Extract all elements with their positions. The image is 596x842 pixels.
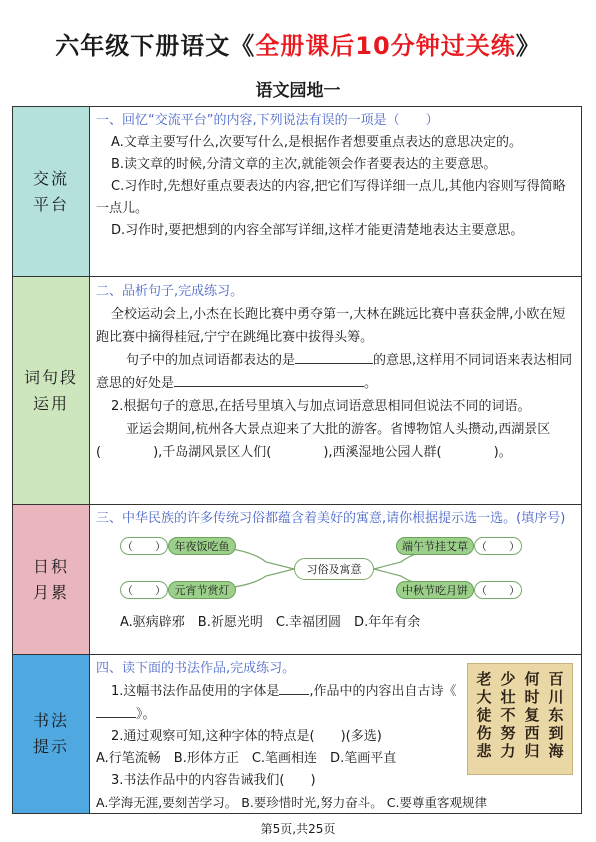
calligraphy-image xyxy=(467,663,573,775)
question-1: 句子中的加点词语都表达的是 的意思,这样用不同词语来表达相同意思的好处是 。 xyxy=(96,349,575,395)
question-2-options: A.行笔流畅 B.形体方正 C.笔画相连 D.笔画平直 xyxy=(96,751,397,766)
calligraphy-column: 少壮不努力 xyxy=(500,670,516,760)
option-d: D.习作时,要把想到的内容全部写详细,这样才能更清楚地表达主要意思。 xyxy=(111,223,524,238)
section-label: 日积 月累 xyxy=(13,505,90,654)
passage: 全校运动会上,小杰在长跑比赛中勇夺第一,大林在跳远比赛中喜获金牌,小欧在短跑比赛中摘得桂冠,宁宁在跳绳比赛中拔得头筹。 xyxy=(96,307,566,345)
question-heading: 四、读下面的书法作品,完成练习。 xyxy=(96,661,296,676)
mind-map-center: 习俗及寓意 xyxy=(294,558,374,580)
section-content xyxy=(90,505,581,654)
section-content xyxy=(90,277,581,504)
section-label: 书法 提示 xyxy=(13,655,90,813)
section-content xyxy=(90,107,581,276)
answer-blank[interactable] xyxy=(295,349,373,364)
calligraphy-column: 何时复西归 xyxy=(524,670,540,760)
question-3-options: A.学海无涯,要刻苦学习。 B.要珍惜时光,努力奋斗。 C.要尊重客观规律 xyxy=(96,795,487,810)
worksheet-table xyxy=(12,106,582,814)
custom-left-top: 年夜饭吃鱼 xyxy=(168,537,236,555)
question-3: 3.书法作品中的内容告诫我们( ) xyxy=(111,773,316,788)
option-b: B.读文章的时候,分清文章的主次,就能领会作者要表达的主要意思。 xyxy=(111,157,497,172)
section-label: 词句段 运用 xyxy=(13,277,90,504)
question-heading: 二、品析句子,完成练习。 xyxy=(96,284,244,299)
option-a: A.文章主要写什么,次要写什么,是根据作者想要重点表达的意思决定的。 xyxy=(111,135,523,150)
answer-paren[interactable]: （ ） xyxy=(474,537,522,555)
custom-right-top: 端午节挂艾草 xyxy=(396,537,474,555)
choice-list: A.驱病辟邪 B.祈愿光明 C.幸福团圆 D.年年有余 xyxy=(120,615,421,630)
page-footer: 第5页,共25页 xyxy=(260,822,336,836)
section-calligraphy xyxy=(13,655,581,813)
section-word-usage xyxy=(13,277,581,505)
custom-left-bottom: 元宵节赏灯 xyxy=(168,581,236,599)
answer-paren[interactable]: （ ） xyxy=(474,581,522,599)
question-2: 2.通过观察可知,这种字体的特点是( )(多选) xyxy=(111,729,382,744)
calligraphy-column: 百川东到海 xyxy=(548,670,564,760)
question-heading: 三、中华民族的许多传统习俗都蕴含着美好的寓意,请你根据提示选一选。(填序号) xyxy=(96,511,566,526)
question-2-passage: 亚运会期间,杭州各大景点迎来了大批的游客。省博物馆人头攒动,西湖景区( ),千岛湖风景区人们( ),西溪湿地公园人群( )。 xyxy=(96,422,551,460)
calligraphy-column: 老大徒伤悲 xyxy=(476,670,492,760)
custom-mind-map xyxy=(96,532,575,606)
answer-paren[interactable]: （ ） xyxy=(120,581,168,599)
question-2: 2.根据句子的意思,在括号里填入与加点词语意思相同但说法不同的词语。 xyxy=(111,399,531,414)
answer-blank[interactable] xyxy=(96,703,136,718)
option-c: C.习作时,先想好重点要表达的内容,把它们写得详细一点儿,其他内容则写得简略一点儿。 xyxy=(96,179,566,216)
answer-blank[interactable] xyxy=(279,680,309,695)
question-1: 1.这幅书法作品使用的字体是 ,作品中的内容出自古诗《》。 xyxy=(96,680,459,726)
page-subtitle: 语文园地一 xyxy=(255,81,341,101)
custom-right-bottom: 中秋节吃月饼 xyxy=(396,581,474,599)
section-exchange-platform xyxy=(13,107,581,277)
answer-blank[interactable] xyxy=(174,372,364,387)
section-daily-accumulation xyxy=(13,505,581,655)
page-title: 六年级下册语文《全册课后10分钟过关练》 xyxy=(55,32,541,60)
answer-paren[interactable]: （ ） xyxy=(120,537,168,555)
question-heading: 一、回忆“交流平台”的内容,下列说法有误的一项是（ ） xyxy=(96,113,439,128)
section-content xyxy=(90,655,581,813)
section-label: 交流 平台 xyxy=(13,107,90,276)
